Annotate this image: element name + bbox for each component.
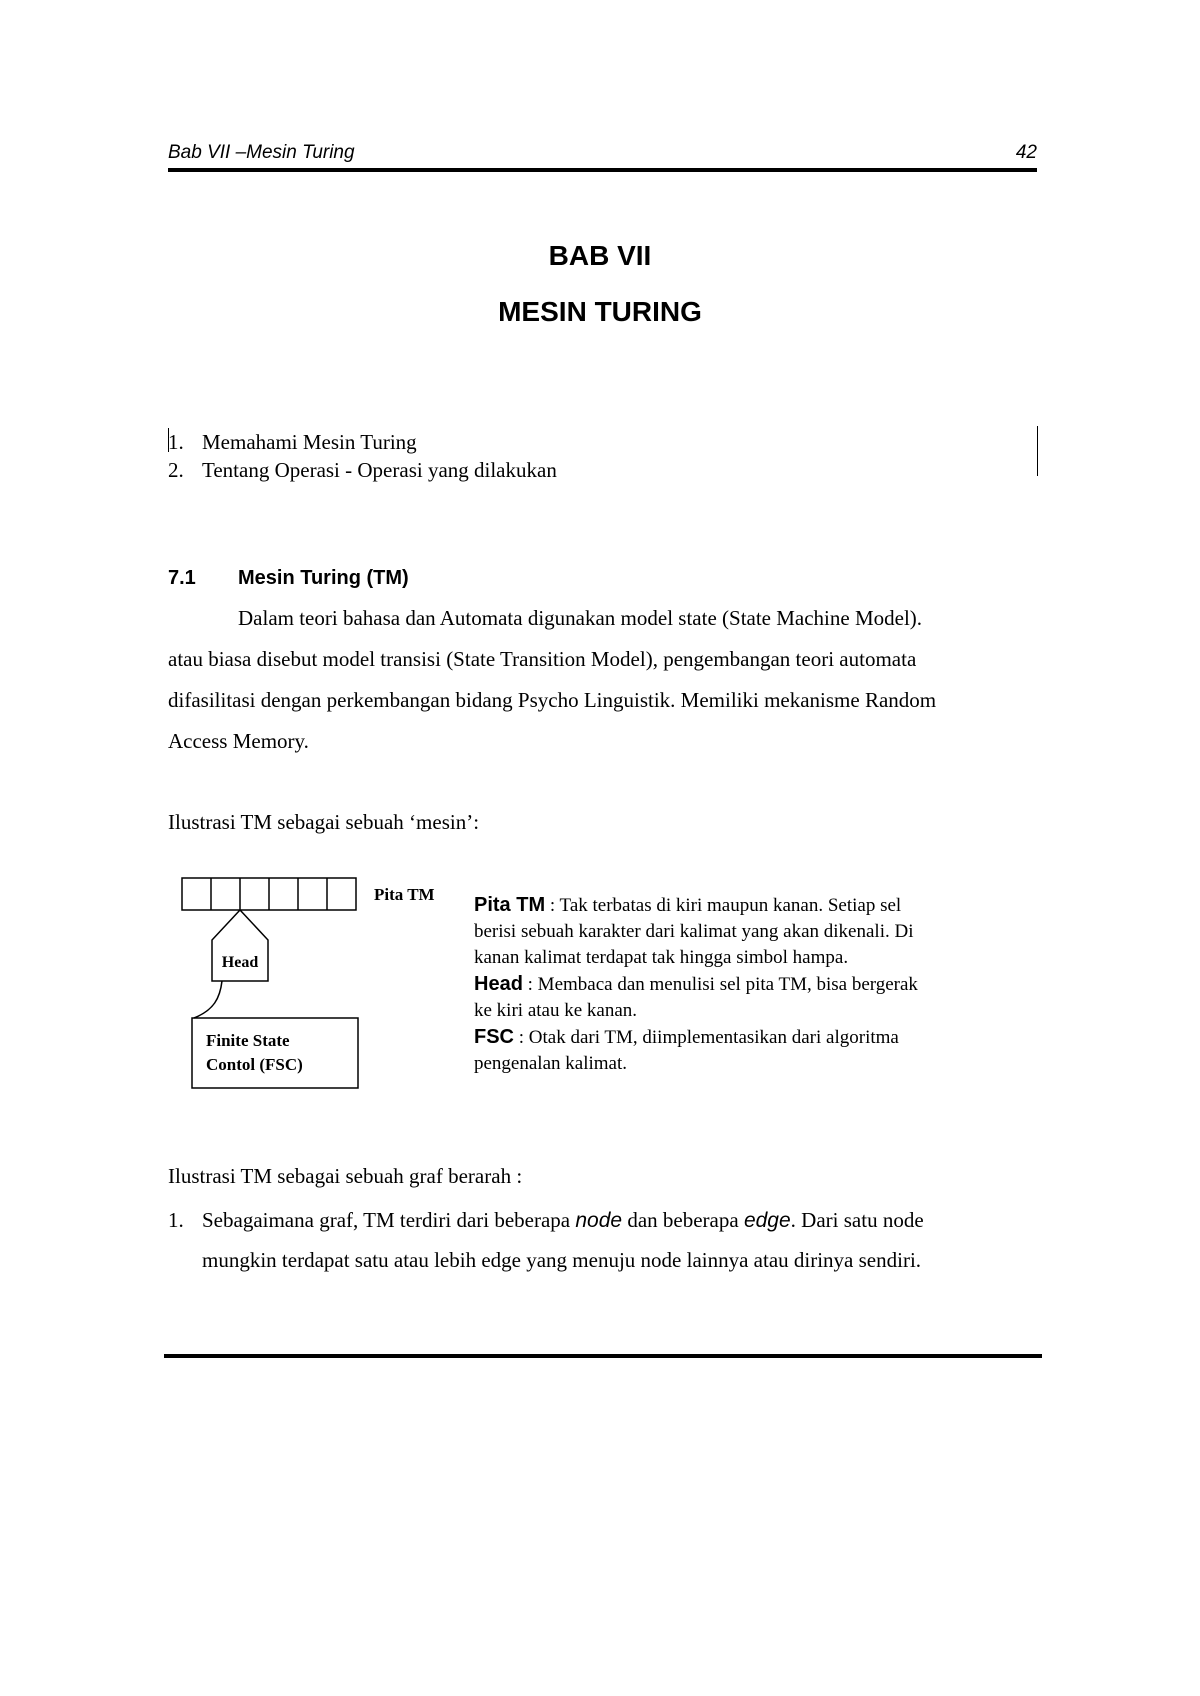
term-node: node (575, 1209, 623, 1232)
paragraph-line: difasilitasi dengan perkembangan bidang Psycho Linguistik. Memiliki mekanisme Random (168, 688, 937, 712)
running-header (168, 140, 1037, 172)
component-definitions (474, 892, 1034, 1077)
fsc-label-line2: Contol (FSC) (206, 1055, 303, 1074)
definition-line: pengenalan kalimat. (474, 1053, 627, 1074)
head-label: Head (221, 954, 259, 971)
tape-label: Pita TM (374, 885, 435, 904)
chapter-title: MESIN TURING (498, 296, 702, 327)
graph-list-item-continuation: mungkin terdapat satu atau lebih edge yang menuju node lainnya atau dirinya sendiri. (202, 1248, 922, 1272)
definition-pita: Pita TM : Tak terbatas di kiri maupun kanan. Setiap sel (474, 894, 902, 916)
paragraph-line: atau biasa disebut model transisi (State Transition Model), pengembangan teori automata (168, 647, 917, 671)
graph-list-item: 1. Sebagaimana graf, TM terdiri dari beberapa node dan beberapa edge. Dari satu node (168, 1208, 924, 1232)
definition-fsc: FSC : Otak dari TM, diimplementasikan dari algoritma (474, 1026, 899, 1048)
illustration-machine-caption: Ilustrasi TM sebagai sebuah ‘mesin’: (168, 810, 480, 834)
turing-machine-diagram (176, 868, 446, 1108)
fsc-box (192, 1018, 358, 1088)
objectives-list (168, 426, 1038, 484)
section-heading (168, 567, 409, 590)
page-number: 42 (1015, 142, 1037, 163)
section-title: Mesin Turing (TM) (238, 567, 409, 589)
paragraph-line: Access Memory. (168, 729, 309, 753)
paragraph-line: Dalam teori bahasa dan Automata digunakan model state (State Machine Model). (238, 606, 923, 630)
frame-bar-right (1037, 426, 1038, 476)
term-edge: edge (743, 1209, 791, 1232)
definition-line: kanan kalimat terdapat tak hingga simbol hampa. (474, 947, 849, 968)
objective-item: 2. Tentang Operasi - Operasi yang dilakukan (168, 458, 557, 482)
fsc-label-line1: Finite State (206, 1031, 290, 1050)
head-connector (194, 981, 222, 1018)
section-number: 7.1 (168, 567, 196, 589)
objective-item: 1. Memahami Mesin Turing (168, 430, 417, 454)
illustration-graph-caption: Ilustrasi TM sebagai sebuah graf berarah : (168, 1164, 523, 1188)
chapter-label: BAB VII (548, 240, 652, 271)
definition-line: ke kiri atau ke kanan. (474, 1000, 638, 1021)
definition-line: berisi sebuah karakter dari kalimat yang akan dikenali. Di (474, 921, 914, 942)
tape (182, 878, 356, 910)
header-chapter-title: Bab VII –Mesin Turing (168, 142, 355, 163)
footer-rule (164, 1354, 1042, 1358)
definition-head: Head : Membaca dan menulisi sel pita TM, bisa bergerak (474, 973, 918, 995)
